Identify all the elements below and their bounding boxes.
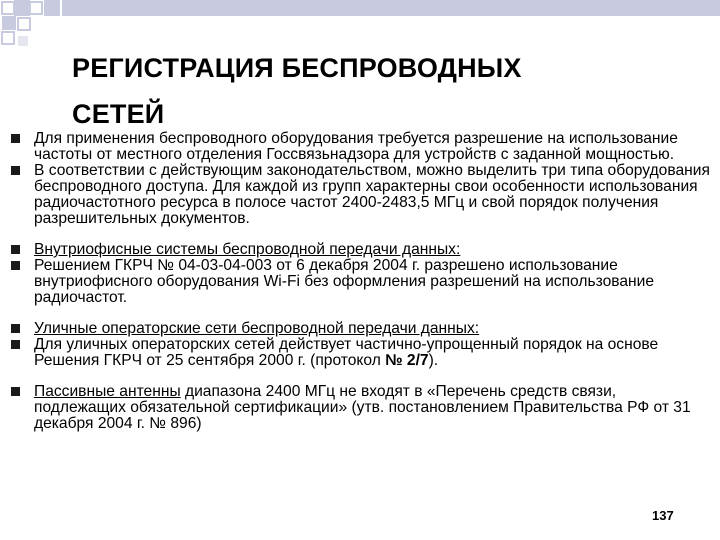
slide-title xyxy=(72,45,522,137)
deco-square-8 xyxy=(18,36,28,46)
deco-square-4 xyxy=(44,0,60,16)
item-text: Для уличных операторских сетей действует частично-упрощенный порядок на основе Решения ГКРЧ от 25 сентября 2000 г. (протокол xyxy=(34,336,659,369)
title-line-2: СЕТЕЙ xyxy=(72,99,165,129)
list-item xyxy=(0,131,720,163)
list-item xyxy=(0,384,720,432)
title-line-1: РЕГИСТРАЦИЯ БЕСПРОВОДНЫХ xyxy=(72,53,522,83)
item-text-underlined: Пассивные антенны xyxy=(34,383,181,400)
deco-square-1 xyxy=(2,2,14,14)
square-bullet-icon xyxy=(11,134,20,143)
list-item xyxy=(0,242,720,258)
list-item xyxy=(0,163,720,227)
item-text: В соответствии с действующим законодательством, можно выделить три типа оборудования беспроводного доступа. Для каждой из групп характерны свои особенности использования радиочастотного ресурса в полосе частот 2400-2483,5 МГц и свой порядок получения разрешительных документов. xyxy=(34,162,710,227)
deco-square-6 xyxy=(18,18,30,30)
deco-square-3 xyxy=(30,2,42,14)
square-bullet-icon xyxy=(11,261,20,270)
item-heading: Внутриофисные системы беспроводной передачи данных: xyxy=(34,241,461,258)
item-text-end: ). xyxy=(428,352,439,369)
square-bullet-icon xyxy=(11,387,20,396)
deco-square-2 xyxy=(14,0,30,16)
item-text-bold: № 2/7 xyxy=(385,352,429,369)
bullet-list xyxy=(0,131,720,432)
item-text: Для применения беспроводного оборудования требуется разрешение на использование частоты от местного отделения Госсвязьнадзора для устройств с заданной мощностью. xyxy=(34,130,678,163)
deco-square-7 xyxy=(2,32,14,44)
list-item xyxy=(0,321,720,337)
deco-square-5 xyxy=(2,16,16,30)
list-item xyxy=(0,337,720,369)
square-bullet-icon xyxy=(11,324,20,333)
item-text: диапазона 2400 МГц не входят в «Перечень средств связи, подлежащих обязательной сертификации» (утв. постановлением Правительства РФ от 31 декабря 2004 г. № 896) xyxy=(34,383,691,432)
square-bullet-icon xyxy=(11,166,20,175)
square-bullet-icon xyxy=(11,245,20,254)
item-text: Решением ГКРЧ № 04-03-04-003 от 6 декабря 2004 г. разрешено использование внутриофисного оборудования Wi-Fi без оформления разрешений на использование радиочастот. xyxy=(34,257,655,306)
list-item xyxy=(0,258,720,306)
item-heading: Уличные операторские сети беспроводной передачи данных: xyxy=(34,320,480,337)
square-bullet-icon xyxy=(11,340,20,349)
page-number: 137 xyxy=(652,508,674,523)
